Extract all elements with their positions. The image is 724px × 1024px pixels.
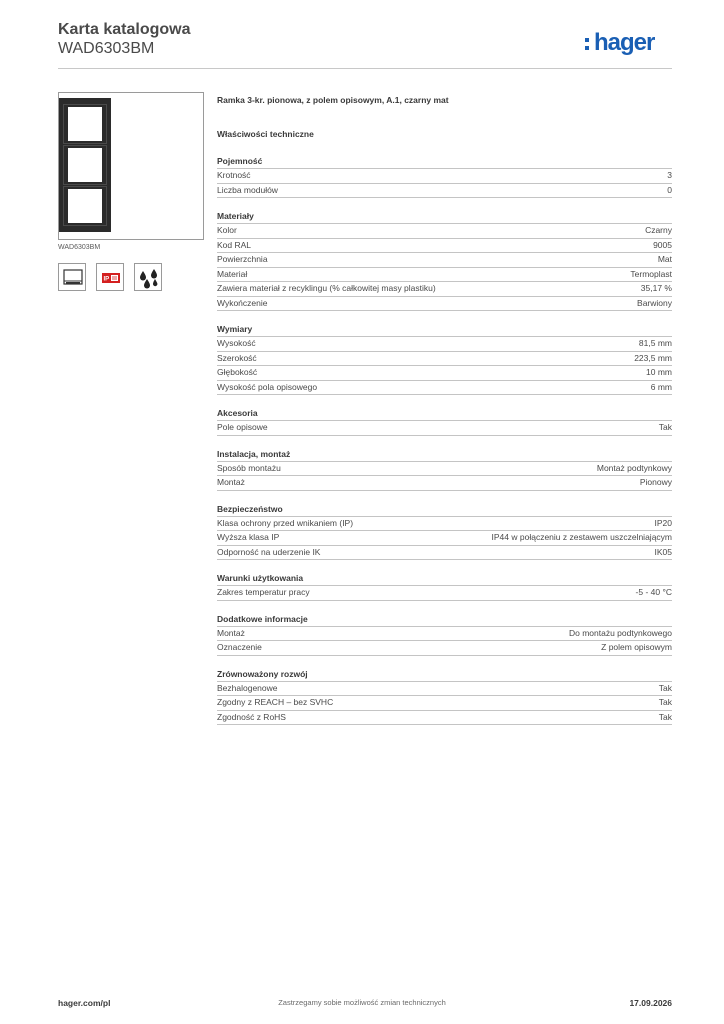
spec-value: 10 mm: [646, 367, 672, 377]
spec-value: Tak: [658, 682, 672, 693]
product-image: [58, 92, 204, 240]
spec-section: [217, 668, 672, 726]
footer-notice: Zastrzegamy sobie możliwość zmian technicznych: [278, 998, 446, 1007]
spec-value: 9005: [653, 239, 672, 250]
spec-label: Bezhalogenowe: [217, 682, 278, 693]
svg-text:IP: IP: [103, 276, 110, 283]
footer-date: 17.09.2026: [629, 998, 672, 1008]
spec-row: [217, 268, 672, 283]
spec-label: Zgodność z RoHS: [217, 711, 286, 722]
spec-label: Zakres temperatur pracy: [217, 587, 310, 597]
spec-row: [217, 517, 672, 532]
spec-value: IK05: [654, 546, 672, 557]
spec-value: 0: [667, 184, 672, 195]
spec-row: [217, 546, 672, 561]
spec-row: [217, 711, 672, 726]
spec-label: Wysokość: [217, 338, 256, 348]
spec-row: [217, 381, 672, 396]
header-divider: [58, 68, 672, 69]
spec-value: Z polem opisowym: [601, 642, 672, 652]
section-title: Pojemność: [217, 155, 672, 169]
section-title: Zrównoważony rozwój: [217, 668, 672, 682]
spec-label: Klasa ochrony przed wnikaniem (IP): [217, 517, 354, 528]
spec-label: Szerokość: [217, 352, 257, 363]
frame-illustration: [59, 98, 111, 232]
spec-value: 6 mm: [650, 381, 672, 392]
spec-row: [217, 352, 672, 367]
spec-label: Krotność: [217, 170, 251, 180]
technical-properties-heading: Właściwości techniczne: [217, 129, 314, 139]
spec-row: [217, 586, 672, 601]
spec-value: 81,5 mm: [638, 338, 672, 348]
section-title: Warunki użytkowania: [217, 572, 672, 586]
spec-value: IP44 w połączeniu z zestawem uszczelniającym: [491, 532, 672, 542]
spec-label: Montaż: [217, 477, 245, 487]
spec-row: [217, 462, 672, 477]
spec-row: [217, 169, 672, 184]
section-title: Instalacja, montaż: [217, 448, 672, 462]
spec-label: Wyższa klasa IP: [217, 532, 280, 542]
spec-label: Kolor: [217, 225, 237, 235]
spec-value: 3: [667, 170, 672, 180]
spec-row: [217, 682, 672, 697]
document-title: Karta katalogowa: [58, 21, 191, 38]
spec-row: [217, 366, 672, 381]
spec-label: Pole opisowe: [217, 422, 268, 432]
ip-rating-label-icon: [96, 263, 124, 291]
spec-value: Barwiony: [637, 297, 672, 308]
spec-value: 223,5 mm: [634, 352, 672, 363]
spec-section: [217, 613, 672, 656]
spec-section: [217, 572, 672, 601]
spec-row: [217, 696, 672, 711]
spec-label: Powierzchnia: [217, 254, 268, 264]
spec-value: Tak: [658, 711, 672, 722]
section-title: Akcesoria: [217, 407, 672, 421]
spec-section: [217, 323, 672, 395]
spec-label: Montaż: [217, 627, 245, 638]
spec-row: [217, 239, 672, 254]
spec-label: Sposób montażu: [217, 462, 281, 473]
spec-section: [217, 448, 672, 491]
water-drops-icon: [134, 263, 162, 291]
spec-row: [217, 641, 672, 656]
installation-box-icon: [58, 263, 86, 291]
spec-row: [217, 184, 672, 199]
spec-row: [217, 531, 672, 546]
spec-label: Kod RAL: [217, 239, 252, 250]
spec-section: [217, 155, 672, 198]
image-caption: WAD6303BM: [58, 244, 101, 251]
product-code: WAD6303BM: [58, 40, 155, 57]
spec-sections: [217, 155, 672, 725]
spec-value: Tak: [658, 697, 672, 707]
spec-label: Zgodny z REACH – bez SVHC: [217, 697, 334, 707]
spec-section: [217, 407, 672, 436]
spec-label: Głębokość: [217, 367, 258, 377]
spec-label: Zawiera materiał z recyklingu (% całkowitej masy plastiku): [217, 283, 436, 293]
spec-row: [217, 297, 672, 312]
section-title: Materiały: [217, 210, 672, 224]
spec-value: -5 - 40 °C: [635, 587, 672, 597]
spec-value: Mat: [657, 254, 672, 264]
logo-dots: [585, 38, 590, 52]
spec-value: Do montażu podtynkowego: [568, 627, 672, 638]
hager-logo: [594, 30, 654, 56]
spec-value: Termoplast: [630, 268, 672, 279]
spec-label: Wysokość pola opisowego: [217, 381, 318, 392]
section-title: Bezpieczeństwo: [217, 503, 672, 517]
spec-value: Montaż podtynkowy: [596, 462, 672, 473]
section-title: Dodatkowe informacje: [217, 613, 672, 627]
product-description: Ramka 3-kr. pionowa, z polem opisowym, A.1, czarny mat: [217, 95, 449, 105]
spec-label: Materiał: [217, 268, 248, 279]
spec-section: [217, 503, 672, 561]
spec-row: [217, 282, 672, 297]
spec-value: Tak: [658, 422, 672, 432]
technical-specification: [217, 95, 672, 737]
footer-website[interactable]: hager.com/pl: [58, 998, 111, 1008]
spec-row: [217, 421, 672, 436]
spec-row: [217, 337, 672, 352]
spec-row: [217, 476, 672, 491]
spec-label: Odporność na uderzenie IK: [217, 546, 321, 557]
spec-label: Liczba modułów: [217, 184, 278, 195]
spec-value: Pionowy: [639, 477, 672, 487]
spec-label: Oznaczenie: [217, 642, 262, 652]
logo-text: hager: [594, 29, 655, 56]
spec-row: [217, 627, 672, 642]
spec-section: [217, 210, 672, 311]
spec-value: IP20: [654, 517, 672, 528]
spec-value: 35,17 %: [640, 283, 672, 293]
spec-row: [217, 224, 672, 239]
spec-label: Wykończenie: [217, 297, 268, 308]
spec-value: Czarny: [645, 225, 672, 235]
spec-row: [217, 253, 672, 268]
section-title: Wymiary: [217, 323, 672, 337]
